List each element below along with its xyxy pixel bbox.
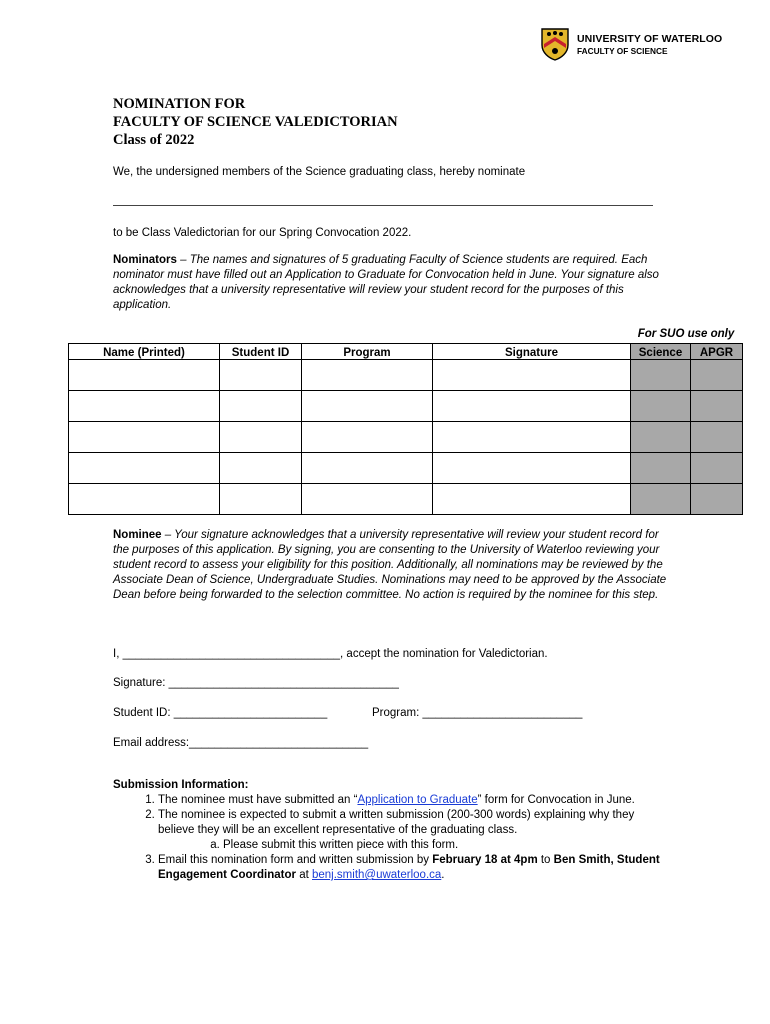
table-header-row: [69, 344, 743, 360]
header-signature: Signature: [433, 344, 631, 360]
program-cell[interactable]: [302, 453, 433, 484]
waterloo-shield-icon: [541, 28, 569, 61]
table-row: [69, 484, 743, 515]
header-program: Program: [302, 344, 433, 360]
university-logo: [541, 28, 722, 61]
item1-text-pre: The nominee must have submitted an “: [158, 794, 358, 806]
nominee-name-blank-line[interactable]: [113, 205, 653, 206]
student-id-cell[interactable]: [220, 422, 302, 453]
list-item: [158, 853, 673, 883]
signature-field[interactable]: Signature: ____________________________________: [113, 677, 399, 689]
application-to-graduate-link[interactable]: Application to Graduate: [357, 794, 478, 806]
student-id-cell[interactable]: [220, 453, 302, 484]
accept-nomination-field[interactable]: I, __________________________________, accept the nomination for Valedictorian.: [113, 648, 548, 660]
program-cell[interactable]: [302, 391, 433, 422]
science-cell: [631, 391, 691, 422]
signature-cell[interactable]: [433, 484, 631, 515]
valedictorian-statement: to be Class Valedictorian for our Spring Convocation 2022.: [113, 227, 412, 239]
item2-text: The nominee is expected to submit a written submission (200-300 words) explaining why they believe they will be an excellent representative of the graduating class.: [158, 809, 635, 836]
suo-use-only-label: For SUO use only: [637, 328, 735, 340]
item3-text-at: at: [296, 869, 312, 881]
apgr-cell: [691, 484, 743, 515]
sub-list: [158, 838, 673, 853]
nominators-label: Nominators: [113, 254, 177, 266]
science-cell: [631, 484, 691, 515]
table-row: [69, 453, 743, 484]
table-row: [69, 422, 743, 453]
contact-name: Ben Smith, Student Engagement Coordinator: [158, 854, 660, 881]
program-cell[interactable]: [302, 360, 433, 391]
apgr-cell: [691, 360, 743, 391]
science-cell: [631, 453, 691, 484]
program-cell[interactable]: [302, 484, 433, 515]
form-title: [113, 95, 398, 149]
apgr-cell: [691, 391, 743, 422]
name-cell[interactable]: [69, 453, 220, 484]
name-cell[interactable]: [69, 484, 220, 515]
deadline: February 18 at 4pm: [432, 854, 538, 866]
name-cell[interactable]: [69, 391, 220, 422]
title-line-3: Class of 2022: [113, 132, 195, 148]
nominators-text: – The names and signatures of 5 graduating Faculty of Science students are required. Each nominator must have filled out an Application to Graduate for Convocation held in June. Your signature also acknowledges that a university representative will review your student record for the purposes of this application.: [113, 254, 659, 311]
program-cell[interactable]: [302, 422, 433, 453]
header-name-printed: Name (Printed): [69, 344, 220, 360]
student-id-cell[interactable]: [220, 360, 302, 391]
item3-text-pre: Email this nomination form and written submission by: [158, 854, 433, 866]
submission-information: [113, 778, 673, 883]
apgr-cell: [691, 453, 743, 484]
item3-text-end: .: [441, 869, 445, 881]
apgr-cell: [691, 422, 743, 453]
list-item: [158, 793, 673, 808]
item3-text-mid: to: [537, 854, 554, 866]
program-field[interactable]: Program: _________________________: [372, 707, 583, 719]
nominate-statement: We, the undersigned members of the Science graduating class, hereby nominate: [113, 166, 526, 178]
nominee-label: Nominee: [113, 529, 162, 541]
header-apgr: APGR: [691, 344, 743, 360]
nominee-text: – Your signature acknowledges that a university representative will review your student record for the purposes of this application. By signing, you are consenting to the University of Waterloo reviewing your student record to assess your eligibility for this position. Additionally, all nominations may be reviewed by the Associate Dean of Science, Undergraduate Studies. Nominations may need to be approved by the Associate Dean before being forwarded to the selection committee. No action is required by the nominee for this step.: [113, 529, 667, 601]
title-line-1: NOMINATION FOR: [113, 96, 246, 112]
contact-email-link[interactable]: benj.smith@uwaterloo.ca: [312, 869, 442, 881]
item1-text-post: ” form for Convocation in June.: [477, 794, 635, 806]
email-field[interactable]: Email address:____________________________: [113, 737, 369, 749]
header-student-id: Student ID: [220, 344, 302, 360]
signature-cell[interactable]: [433, 453, 631, 484]
science-cell: [631, 360, 691, 391]
student-id-cell[interactable]: [220, 391, 302, 422]
nominators-table: [68, 343, 743, 515]
nominators-paragraph: [113, 253, 673, 313]
submission-list: [113, 793, 673, 883]
nominee-paragraph: [113, 528, 673, 603]
title-line-2: FACULTY OF SCIENCE VALEDICTORIAN: [113, 114, 398, 130]
student-id-cell[interactable]: [220, 484, 302, 515]
name-cell[interactable]: [69, 422, 220, 453]
list-item: a. Please submit this written piece with this form.: [223, 838, 673, 853]
science-cell: [631, 422, 691, 453]
signature-cell[interactable]: [433, 360, 631, 391]
submission-heading: Submission Information:: [113, 779, 249, 791]
table-row: [69, 360, 743, 391]
logo-university-name: UNIVERSITY OF WATERLOO: [577, 33, 723, 46]
student-id-field[interactable]: Student ID: ________________________: [113, 707, 328, 719]
list-item: [158, 808, 673, 853]
signature-cell[interactable]: [433, 422, 631, 453]
signature-cell[interactable]: [433, 391, 631, 422]
header-science: Science: [631, 344, 691, 360]
table-row: [69, 391, 743, 422]
name-cell[interactable]: [69, 360, 220, 391]
logo-faculty-name: FACULTY OF SCIENCE: [577, 45, 668, 56]
